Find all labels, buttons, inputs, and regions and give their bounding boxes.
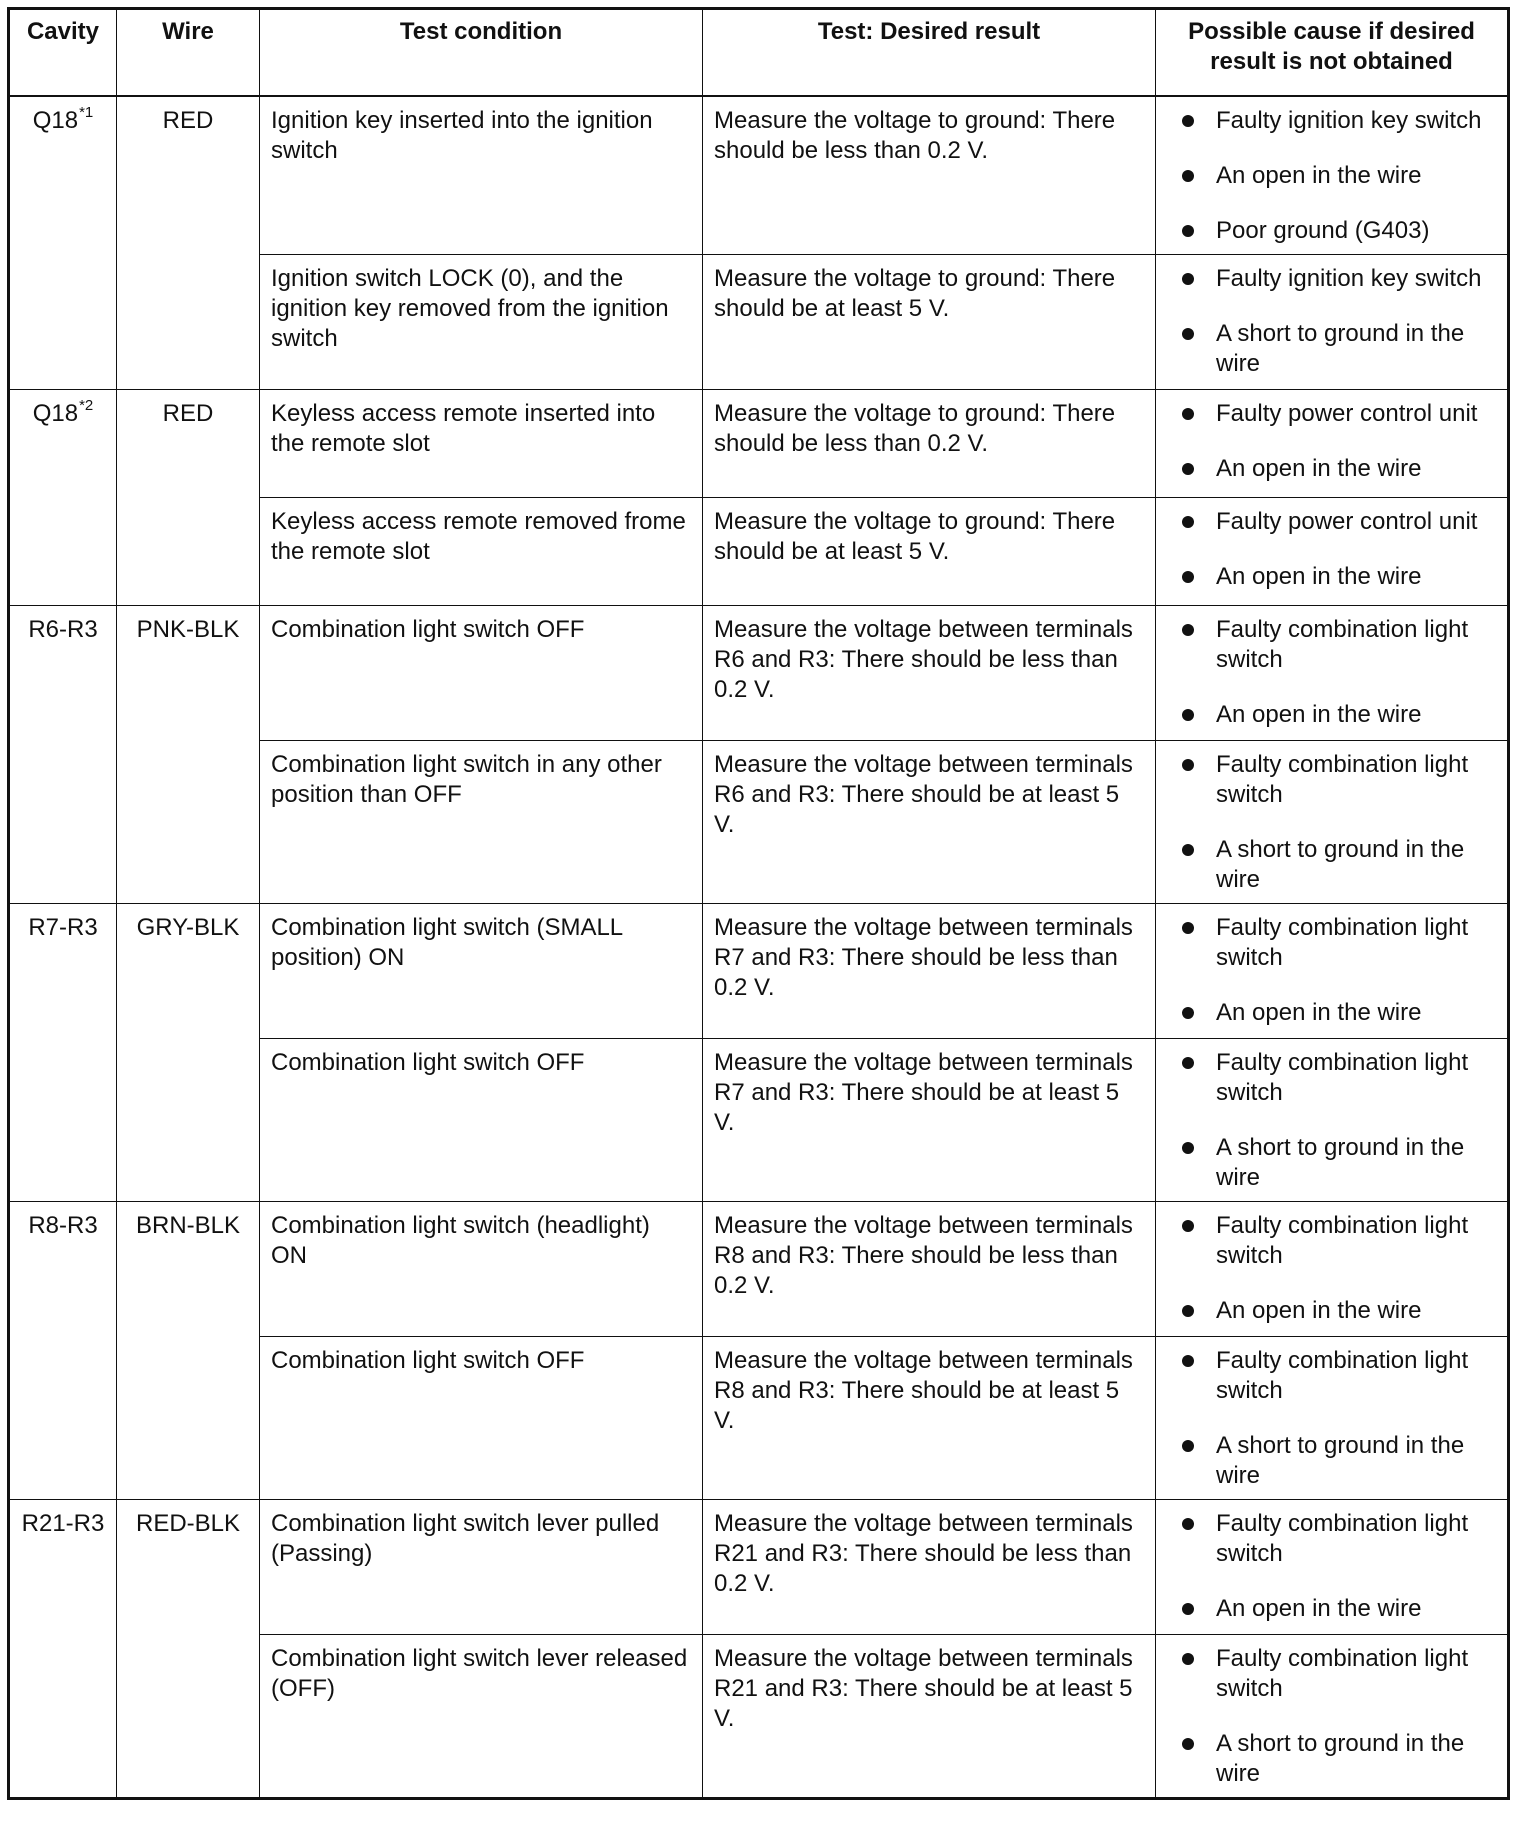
page [7, 7, 1510, 1800]
desired-result-cell: Measure the voltage between terminals R21 and R3: There should be at least 5 V. [703, 1635, 1156, 1799]
desired-result-cell: Measure the voltage between terminals R7 and R3: There should be at least 5 V. [703, 1039, 1156, 1202]
cause-item [1167, 1509, 1496, 1569]
bullet-icon [1182, 571, 1194, 583]
cause-item [1167, 216, 1496, 246]
cause-text: Faulty combination light switch [1216, 1347, 1469, 1404]
cause-list [1167, 750, 1496, 895]
cause-text: An open in the wire [1216, 162, 1422, 189]
test-condition-cell: Combination light switch (headlight) ON [260, 1202, 703, 1337]
cause-text: An open in the wire [1216, 1595, 1422, 1622]
cause-text: Faulty combination light switch [1216, 1212, 1469, 1269]
cavity-cell [9, 904, 117, 1202]
table-row [9, 1202, 1509, 1337]
cavity-value: R8-R3 [28, 1212, 98, 1239]
possible-cause-cell [1156, 1635, 1509, 1799]
cause-text: A short to ground in the wire [1216, 1730, 1465, 1787]
wire-cell: RED [117, 96, 260, 390]
bullet-icon [1182, 328, 1194, 340]
table-row [9, 904, 1509, 1039]
cause-text: Faulty power control unit [1216, 400, 1478, 427]
test-condition-cell: Keyless access remote removed frome the remote slot [260, 498, 703, 606]
cavity-cell [9, 1500, 117, 1799]
cause-text: A short to ground in the wire [1216, 836, 1465, 893]
bullet-icon [1182, 709, 1194, 721]
possible-cause-cell [1156, 498, 1509, 606]
wire-cell: BRN-BLK [117, 1202, 260, 1500]
bullet-icon [1182, 1142, 1194, 1154]
cause-text: An open in the wire [1216, 563, 1422, 590]
cause-item [1167, 1594, 1496, 1624]
desired-result-cell: Measure the voltage to ground: There should be at least 5 V. [703, 498, 1156, 606]
cause-text: A short to ground in the wire [1216, 320, 1465, 377]
bullet-icon [1182, 408, 1194, 420]
cause-item [1167, 1729, 1496, 1789]
bullet-icon [1182, 1738, 1194, 1750]
cause-list [1167, 615, 1496, 730]
cause-list [1167, 1211, 1496, 1326]
desired-result-cell: Measure the voltage between terminals R8 and R3: There should be less than 0.2 V. [703, 1202, 1156, 1337]
cause-item [1167, 1644, 1496, 1704]
desired-result-cell: Measure the voltage to ground: There should be less than 0.2 V. [703, 390, 1156, 498]
cavity-cell [9, 96, 117, 390]
bullet-icon [1182, 1057, 1194, 1069]
desired-result-cell: Measure the voltage between terminals R21 and R3: There should be less than 0.2 V. [703, 1500, 1156, 1635]
possible-cause-cell [1156, 904, 1509, 1039]
cause-item [1167, 319, 1496, 379]
cavity-value: Q18 [32, 400, 79, 427]
cause-item [1167, 998, 1496, 1028]
wire-cell: GRY-BLK [117, 904, 260, 1202]
test-condition-cell: Combination light switch OFF [260, 1039, 703, 1202]
bullet-icon [1182, 516, 1194, 528]
desired-result-cell: Measure the voltage to ground: There should be at least 5 V. [703, 255, 1156, 390]
test-condition-cell: Ignition key inserted into the ignition switch [260, 96, 703, 255]
cause-text: Faulty combination light switch [1216, 914, 1469, 971]
cause-list [1167, 507, 1496, 592]
cavity-value: Q18 [32, 107, 79, 134]
desired-result-cell: Measure the voltage between terminals R6 and R3: There should be at least 5 V. [703, 741, 1156, 904]
desired-result-cell: Measure the voltage between terminals R6 and R3: There should be less than 0.2 V. [703, 606, 1156, 741]
cause-item [1167, 750, 1496, 810]
test-condition-cell: Combination light switch lever pulled (Passing) [260, 1500, 703, 1635]
header-test-condition: Test condition [260, 9, 703, 97]
cause-text: A short to ground in the wire [1216, 1134, 1465, 1191]
bullet-icon [1182, 115, 1194, 127]
cause-item [1167, 507, 1496, 537]
cause-item [1167, 264, 1496, 294]
cavity-value: R6-R3 [28, 616, 98, 643]
desired-result-cell: Measure the voltage between terminals R7 and R3: There should be less than 0.2 V. [703, 904, 1156, 1039]
cause-item [1167, 1296, 1496, 1326]
cavity-footnote: *1 [79, 104, 94, 121]
bullet-icon [1182, 922, 1194, 934]
cause-list [1167, 399, 1496, 484]
cause-list [1167, 264, 1496, 379]
cause-text: A short to ground in the wire [1216, 1432, 1465, 1489]
bullet-icon [1182, 844, 1194, 856]
possible-cause-cell [1156, 255, 1509, 390]
bullet-icon [1182, 759, 1194, 771]
cause-item [1167, 1133, 1496, 1193]
table-row [9, 1500, 1509, 1635]
cavity-cell [9, 606, 117, 904]
cause-item [1167, 1431, 1496, 1491]
cause-text: An open in the wire [1216, 701, 1422, 728]
possible-cause-cell [1156, 1202, 1509, 1337]
cause-text: Faulty ignition key switch [1216, 107, 1482, 134]
test-condition-cell: Combination light switch lever released (OFF) [260, 1635, 703, 1799]
cause-text: An open in the wire [1216, 999, 1422, 1026]
bullet-icon [1182, 463, 1194, 475]
cause-list [1167, 1048, 1496, 1193]
cause-text: Faulty power control unit [1216, 508, 1478, 535]
cause-list [1167, 1644, 1496, 1789]
table-body [9, 96, 1509, 1799]
cause-text: Poor ground (G403) [1216, 217, 1430, 244]
bullet-icon [1182, 1007, 1194, 1019]
header-row [9, 9, 1509, 97]
header-cavity: Cavity [9, 9, 117, 97]
cause-item [1167, 1346, 1496, 1406]
bullet-icon [1182, 1305, 1194, 1317]
cause-item [1167, 835, 1496, 895]
possible-cause-cell [1156, 1500, 1509, 1635]
bullet-icon [1182, 225, 1194, 237]
cause-item [1167, 106, 1496, 136]
cause-item [1167, 399, 1496, 429]
bullet-icon [1182, 1653, 1194, 1665]
desired-result-cell: Measure the voltage to ground: There should be less than 0.2 V. [703, 96, 1156, 255]
possible-cause-cell [1156, 741, 1509, 904]
desired-result-cell: Measure the voltage between terminals R8 and R3: There should be at least 5 V. [703, 1337, 1156, 1500]
header-possible-cause: Possible cause if desired result is not obtained [1156, 9, 1509, 97]
test-condition-cell: Combination light switch (SMALL position) ON [260, 904, 703, 1039]
cavity-cell [9, 1202, 117, 1500]
possible-cause-cell [1156, 96, 1509, 255]
cause-text: Faulty ignition key switch [1216, 265, 1482, 292]
cause-item [1167, 700, 1496, 730]
bullet-icon [1182, 624, 1194, 636]
possible-cause-cell [1156, 1039, 1509, 1202]
cause-text: Faulty combination light switch [1216, 1510, 1469, 1567]
cause-text: An open in the wire [1216, 1297, 1422, 1324]
possible-cause-cell [1156, 606, 1509, 741]
bullet-icon [1182, 1518, 1194, 1530]
cause-item [1167, 1211, 1496, 1271]
cause-list [1167, 106, 1496, 246]
bullet-icon [1182, 273, 1194, 285]
cause-item [1167, 454, 1496, 484]
cause-text: Faulty combination light switch [1216, 751, 1469, 808]
possible-cause-cell [1156, 1337, 1509, 1500]
cavity-footnote: *2 [79, 397, 94, 414]
header-wire: Wire [117, 9, 260, 97]
cause-text: Faulty combination light switch [1216, 1049, 1469, 1106]
wire-cell: RED-BLK [117, 1500, 260, 1799]
header-desired-result: Test: Desired result [703, 9, 1156, 97]
test-condition-cell: Combination light switch OFF [260, 606, 703, 741]
possible-cause-cell [1156, 390, 1509, 498]
table-row [9, 96, 1509, 255]
cause-item [1167, 1048, 1496, 1108]
cavity-value: R7-R3 [28, 914, 98, 941]
bullet-icon [1182, 1440, 1194, 1452]
cause-text: Faulty combination light switch [1216, 1645, 1469, 1702]
bullet-icon [1182, 1220, 1194, 1232]
wire-cell: RED [117, 390, 260, 606]
diagnostic-table [7, 7, 1510, 1800]
cause-text: An open in the wire [1216, 455, 1422, 482]
cause-list [1167, 913, 1496, 1028]
cavity-cell [9, 390, 117, 606]
cause-item [1167, 615, 1496, 675]
bullet-icon [1182, 170, 1194, 182]
bullet-icon [1182, 1603, 1194, 1615]
cause-item [1167, 913, 1496, 973]
cause-item [1167, 161, 1496, 191]
test-condition-cell: Ignition switch LOCK (0), and the ignition key removed from the ignition switch [260, 255, 703, 390]
cause-list [1167, 1509, 1496, 1624]
cavity-value: R21-R3 [21, 1510, 105, 1537]
test-condition-cell: Keyless access remote inserted into the remote slot [260, 390, 703, 498]
wire-cell: PNK-BLK [117, 606, 260, 904]
test-condition-cell: Combination light switch in any other position than OFF [260, 741, 703, 904]
table-row [9, 606, 1509, 741]
table-row [9, 390, 1509, 498]
test-condition-cell: Combination light switch OFF [260, 1337, 703, 1500]
cause-text: Faulty combination light switch [1216, 616, 1469, 673]
cause-list [1167, 1346, 1496, 1491]
cause-item [1167, 562, 1496, 592]
bullet-icon [1182, 1355, 1194, 1367]
